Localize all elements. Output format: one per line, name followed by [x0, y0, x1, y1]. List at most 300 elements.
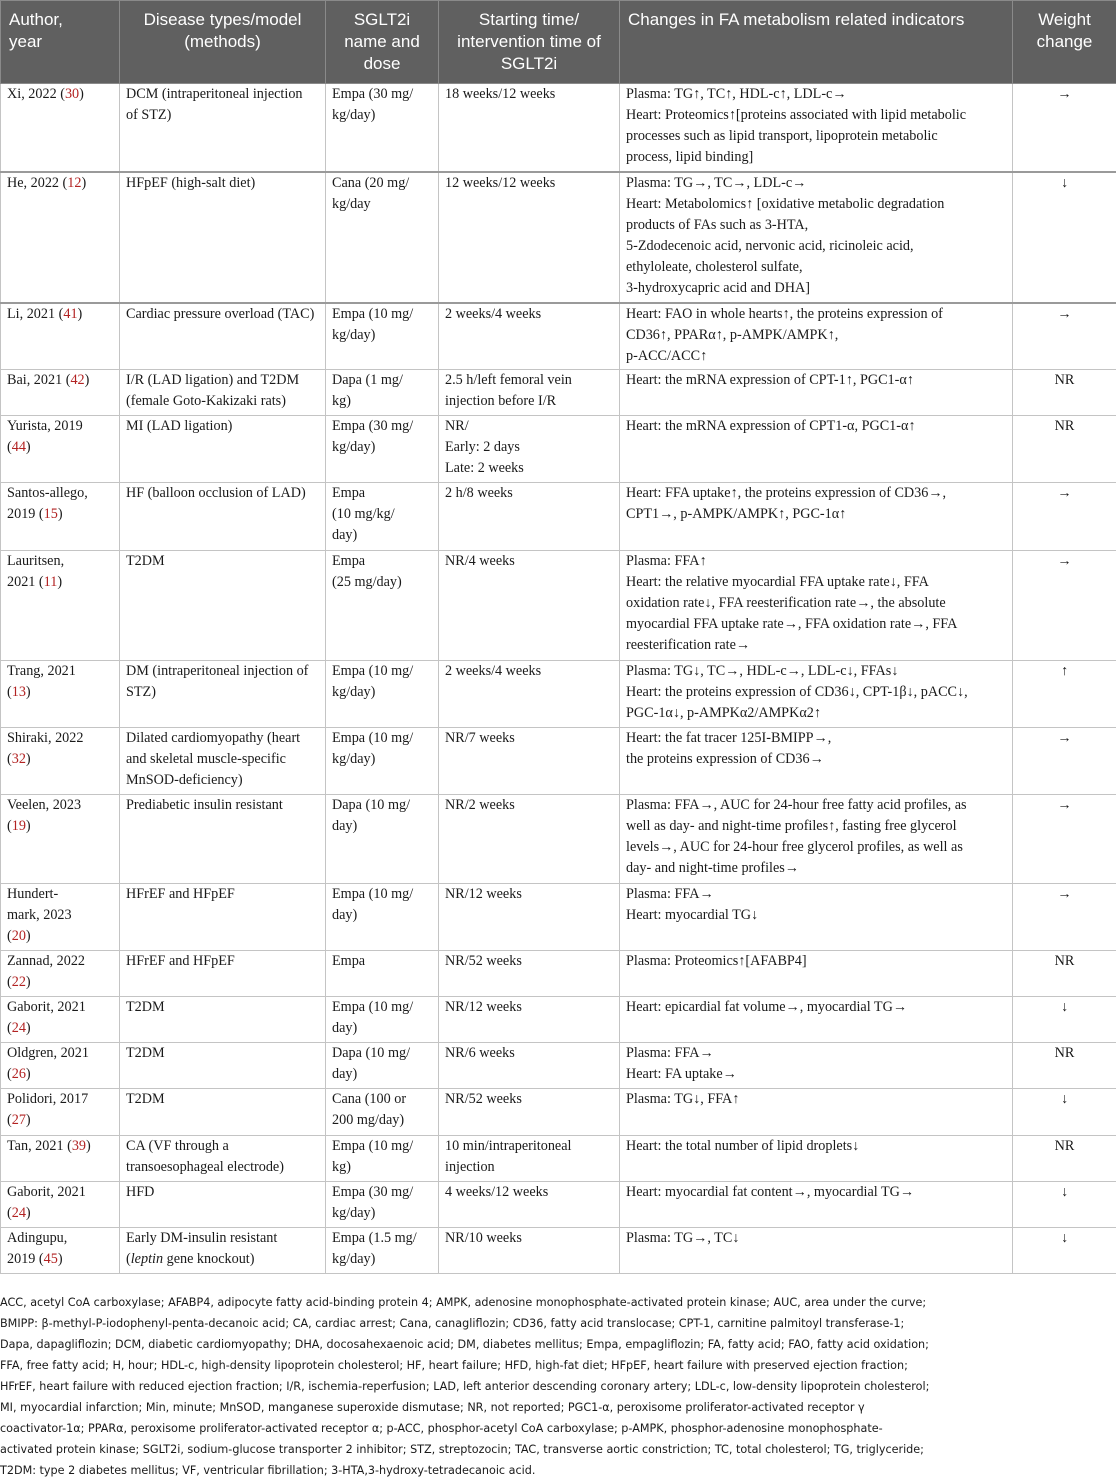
cell-author-year — [1, 172, 120, 303]
changes-line: Heart: the total number of lipid droplets↓ — [626, 1136, 1006, 1157]
cell-disease-model — [120, 483, 326, 551]
table-row — [1, 1089, 1116, 1136]
changes-line: Plasma: TG↑, TC↑, HDL-c↑, LDL-c→ — [626, 84, 1006, 105]
header-disease-model — [120, 1, 326, 84]
cell-fa-changes — [620, 1182, 1013, 1228]
time-line: NR/12 weeks — [445, 884, 613, 905]
author-text: ) — [26, 1020, 31, 1036]
table-row — [1, 416, 1116, 483]
dose-line: Empa (10 mg/ — [332, 1136, 432, 1157]
author-line — [7, 1110, 113, 1131]
reference-link[interactable]: 45 — [44, 1251, 58, 1267]
author-line — [7, 926, 113, 947]
cell-disease-model — [120, 884, 326, 951]
author-line — [7, 572, 113, 593]
reference-link[interactable]: 26 — [12, 1066, 26, 1082]
cell-fa-changes — [620, 795, 1013, 884]
author-text: ) — [26, 439, 31, 455]
changes-line: Heart: myocardial TG↓ — [626, 905, 1006, 926]
author-text: Trang, 2021 — [7, 663, 76, 679]
reference-link[interactable]: 13 — [12, 684, 26, 700]
reference-link[interactable]: 44 — [12, 439, 26, 455]
model-line: CA (VF through a — [126, 1136, 319, 1157]
model-line: Early DM-insulin resistant — [126, 1228, 319, 1249]
time-line: 2 h/8 weeks — [445, 483, 613, 504]
cell-weight-change: NR — [1013, 370, 1116, 416]
dose-line: kg/day) — [332, 1203, 432, 1224]
model-line: (female Goto-Kakizaki rats) — [126, 391, 319, 412]
header-line: intervention time of — [447, 31, 611, 53]
author-line — [7, 749, 113, 770]
dose-line: (10 mg/kg/ — [332, 504, 432, 525]
cell-author-year — [1, 661, 120, 728]
cell-fa-changes — [620, 416, 1013, 483]
changes-line: CPT1→, p-AMPK/AMPK↑, PGC-1α↑ — [626, 504, 1006, 525]
header-line: SGLT2i — [334, 9, 430, 31]
footnote-line: ACC, acetyl CoA carboxylase; AFABP4, adipocyte fatty acid-binding protein 4; AMPK, adenosine monophosphate-activated protein kinase; AUC, area under the curve; — [0, 1292, 1116, 1313]
author-text: ) — [57, 574, 62, 590]
author-line — [7, 997, 113, 1018]
header-line: SGLT2i — [447, 53, 611, 75]
dose-line: Empa — [332, 551, 432, 572]
time-line: NR/6 weeks — [445, 1043, 613, 1064]
changes-line: Plasma: TG↓, TC→, HDL-c→, LDL-c↓, FFAs↓ — [626, 661, 1006, 682]
model-line: DCM (intraperitoneal injection — [126, 84, 319, 105]
reference-link[interactable]: 19 — [12, 818, 26, 834]
dose-line: Empa (10 mg/ — [332, 884, 432, 905]
footnote-line: BMIPP: β-methyl-P-iodophenyl-penta-decanoic acid; CA, cardiac arrest; Cana, canagliflozin; CD36, fatty acid translocase; CPT-1, carnitine palmitoyl transferase-1; — [0, 1313, 1116, 1334]
cell-starting-time — [439, 172, 620, 303]
dose-line: Cana (100 or — [332, 1089, 432, 1110]
author-text: Hundert- — [7, 886, 58, 902]
dose-line: Cana (20 mg/ — [332, 173, 432, 194]
author-text: Veelen, 2023 — [7, 797, 81, 813]
author-line — [7, 682, 113, 703]
changes-line: reesterification rate→ — [626, 635, 1006, 656]
header-line: (methods) — [128, 31, 317, 53]
author-text: ( — [7, 1066, 12, 1082]
cell-author-year — [1, 370, 120, 416]
table-row — [1, 483, 1116, 551]
cell-sglt2i-dose — [326, 951, 439, 997]
author-text: ) — [58, 1251, 63, 1267]
cell-weight-change: → — [1013, 84, 1116, 172]
time-line: NR/4 weeks — [445, 551, 613, 572]
header-line: name and — [334, 31, 430, 53]
model-line: MnSOD-deficiency) — [126, 770, 319, 791]
author-text: ( — [7, 1112, 12, 1128]
model-line: T2DM — [126, 551, 319, 572]
author-line — [7, 1203, 113, 1224]
changes-line: Heart: the fat tracer 125I-BMIPP→, — [626, 728, 1006, 749]
changes-line: Plasma: FFA↑ — [626, 551, 1006, 572]
changes-line: Heart: Metabolomics↑ [oxidative metabolic degradation — [626, 194, 1006, 215]
author-text: ) — [26, 974, 31, 990]
cell-fa-changes — [620, 728, 1013, 795]
reference-link[interactable]: 39 — [72, 1138, 86, 1154]
reference-link[interactable]: 24 — [12, 1205, 26, 1221]
header-line: Author, — [9, 9, 111, 31]
reference-link[interactable]: 42 — [70, 372, 84, 388]
reference-link[interactable]: 20 — [12, 928, 26, 944]
author-text: Gaborit, 2021 — [7, 1184, 86, 1200]
author-text: Li, 2021 ( — [7, 306, 63, 322]
header-author-year — [1, 1, 120, 84]
author-line — [7, 84, 113, 105]
cell-author-year — [1, 1089, 120, 1136]
cell-disease-model — [120, 997, 326, 1043]
cell-fa-changes — [620, 303, 1013, 370]
changes-line: Heart: the relative myocardial FFA uptake rate↓, FFA — [626, 572, 1006, 593]
time-line: NR/52 weeks — [445, 951, 613, 972]
time-line: 18 weeks/12 weeks — [445, 84, 613, 105]
cell-fa-changes — [620, 1043, 1013, 1089]
model-line: of STZ) — [126, 105, 319, 126]
changes-line: Plasma: TG↓, FFA↑ — [626, 1089, 1006, 1110]
model-line: DM (intraperitoneal injection of — [126, 661, 319, 682]
author-text: He, 2022 ( — [7, 175, 67, 191]
cell-sglt2i-dose — [326, 1043, 439, 1089]
reference-link[interactable]: 24 — [12, 1020, 26, 1036]
table-row — [1, 551, 1116, 661]
author-text: ) — [26, 1066, 31, 1082]
model-line: I/R (LAD ligation) and T2DM — [126, 370, 319, 391]
cell-starting-time — [439, 1182, 620, 1228]
author-text: ( — [7, 928, 12, 944]
author-text: 2021 ( — [7, 574, 44, 590]
table-row — [1, 303, 1116, 370]
author-text: ( — [7, 1020, 12, 1036]
dose-line: kg/day) — [332, 749, 432, 770]
dose-line: kg/day) — [332, 1249, 432, 1270]
cell-weight-change: ↓ — [1013, 1089, 1116, 1136]
cell-starting-time — [439, 884, 620, 951]
cell-weight-change: NR — [1013, 1043, 1116, 1089]
header-line: change — [1021, 31, 1108, 53]
changes-line: Plasma: FFA→, AUC for 24-hour free fatty acid profiles, as — [626, 795, 1006, 816]
header-row — [1, 1, 1116, 84]
time-line: injection before I/R — [445, 391, 613, 412]
cell-author-year — [1, 303, 120, 370]
cell-starting-time — [439, 951, 620, 997]
table-row — [1, 997, 1116, 1043]
abbreviations-footnote — [0, 1292, 1116, 1481]
author-text: Tan, 2021 ( — [7, 1138, 72, 1154]
dose-line: Empa (10 mg/ — [332, 661, 432, 682]
changes-line: 3-hydroxycapric acid and DHA] — [626, 278, 1006, 299]
footnote-line: Dapa, dapagliflozin; DCM, diabetic cardiomyopathy; DHA, docosahexaenoic acid; DM, diabetes mellitus; Empa, empagliflozin; FA, fatty acid; FAO, fatty acid oxidation; — [0, 1334, 1116, 1355]
cell-author-year — [1, 1043, 120, 1089]
cell-disease-model — [120, 416, 326, 483]
cell-sglt2i-dose — [326, 483, 439, 551]
cell-disease-model — [120, 1136, 326, 1182]
dose-line: 200 mg/day) — [332, 1110, 432, 1131]
author-line — [7, 661, 113, 682]
author-text: Santos-allego, — [7, 485, 88, 501]
header-line: Starting time/ — [447, 9, 611, 31]
changes-line: Heart: the mRNA expression of CPT-1↑, PGC1-α↑ — [626, 370, 1006, 391]
dose-line: Empa (30 mg/ — [332, 1182, 432, 1203]
author-text: ) — [26, 751, 31, 767]
time-line: 2 weeks/4 weeks — [445, 661, 613, 682]
cell-author-year — [1, 416, 120, 483]
changes-line: Plasma: TG→, TC↓ — [626, 1228, 1006, 1249]
header-line: year — [9, 31, 111, 53]
cell-sglt2i-dose — [326, 551, 439, 661]
author-text: ( — [7, 439, 12, 455]
cell-sglt2i-dose — [326, 795, 439, 884]
author-line — [7, 884, 113, 905]
cell-sglt2i-dose — [326, 172, 439, 303]
author-line — [7, 483, 113, 504]
cell-disease-model — [120, 172, 326, 303]
author-line — [7, 370, 113, 391]
table-body — [1, 84, 1116, 1274]
changes-line: 5-Zdodecenoic acid, nervonic acid, ricinoleic acid, — [626, 236, 1006, 257]
reference-link[interactable]: 27 — [12, 1112, 26, 1128]
footnote-line: FFA, free fatty acid; H, hour; HDL-c, high-density lipoprotein cholesterol; HF, heart failure; HFD, high-fat diet; HFpEF, heart failure with preserved ejection fraction; — [0, 1355, 1116, 1376]
cell-weight-change: → — [1013, 795, 1116, 884]
time-line: NR/ — [445, 416, 613, 437]
cell-fa-changes — [620, 370, 1013, 416]
changes-line: levels→, AUC for 24-hour free glycerol profiles, as well as — [626, 837, 1006, 858]
dose-line: (25 mg/day) — [332, 572, 432, 593]
cell-weight-change: ↑ — [1013, 661, 1116, 728]
changes-line: the proteins expression of CD36→ — [626, 749, 1006, 770]
changes-line: myocardial FFA uptake rate→, FFA oxidation rate→, FFA — [626, 614, 1006, 635]
changes-line: Heart: FA uptake→ — [626, 1064, 1006, 1085]
dose-line: kg/day — [332, 194, 432, 215]
cell-starting-time — [439, 1089, 620, 1136]
cell-starting-time — [439, 551, 620, 661]
time-line: 12 weeks/12 weeks — [445, 173, 613, 194]
cell-author-year — [1, 551, 120, 661]
author-line — [7, 416, 113, 437]
cell-starting-time — [439, 728, 620, 795]
cell-author-year — [1, 84, 120, 172]
header-starting-time — [439, 1, 620, 84]
time-line: NR/2 weeks — [445, 795, 613, 816]
cell-disease-model — [120, 1182, 326, 1228]
cell-starting-time — [439, 84, 620, 172]
dose-line: day) — [332, 905, 432, 926]
dose-line: kg) — [332, 1157, 432, 1178]
author-text: 2019 ( — [7, 1251, 44, 1267]
cell-weight-change: → — [1013, 551, 1116, 661]
model-line: T2DM — [126, 997, 319, 1018]
cell-starting-time — [439, 661, 620, 728]
author-text: ) — [26, 818, 31, 834]
author-text: Xi, 2022 ( — [7, 86, 65, 102]
dose-line: Dapa (10 mg/ — [332, 1043, 432, 1064]
author-line — [7, 1136, 113, 1157]
model-line: Cardiac pressure overload (TAC) — [126, 304, 319, 325]
model-line: T2DM — [126, 1089, 319, 1110]
author-line — [7, 728, 113, 749]
cell-starting-time — [439, 416, 620, 483]
cell-author-year — [1, 951, 120, 997]
dose-line: Dapa (1 mg/ — [332, 370, 432, 391]
author-line — [7, 1249, 113, 1270]
footnote-line: HFrEF, heart failure with reduced ejection fraction; I/R, ischemia-reperfusion; LAD, left anterior descending coronary artery; LDL-c, low-density lipoprotein cholesterol; — [0, 1376, 1116, 1397]
changes-line: p-ACC/ACC↑ — [626, 346, 1006, 367]
cell-starting-time — [439, 1228, 620, 1274]
cell-sglt2i-dose — [326, 1136, 439, 1182]
author-text: Lauritsen, — [7, 553, 64, 569]
cell-sglt2i-dose — [326, 84, 439, 172]
model-line: Dilated cardiomyopathy (heart — [126, 728, 319, 749]
footnote-line: coactivator-1α; PPARα, peroxisome proliferator-activated receptor α; p-ACC, phosphor-acetyl CoA carboxylase; p-AMPK, phosphor-adenosine monophosphate- — [0, 1418, 1116, 1439]
footnote-line: T2DM: type 2 diabetes mellitus; VF, ventricular fibrillation; 3-HTA,3-hydroxy-tetradecanoic acid. — [0, 1460, 1116, 1481]
changes-line: Heart: epicardial fat volume→, myocardial TG→ — [626, 997, 1006, 1018]
header-line: Changes in FA metabolism related indicators — [628, 9, 1004, 31]
cell-sglt2i-dose — [326, 1182, 439, 1228]
cell-author-year — [1, 1228, 120, 1274]
table-row — [1, 795, 1116, 884]
cell-fa-changes — [620, 884, 1013, 951]
author-line — [7, 551, 113, 572]
model-line: HF (balloon occlusion of LAD) — [126, 483, 319, 504]
author-text: Zannad, 2022 — [7, 953, 85, 969]
cell-author-year — [1, 728, 120, 795]
cell-disease-model — [120, 951, 326, 997]
table-row — [1, 884, 1116, 951]
author-text: ) — [26, 684, 31, 700]
footnote-line: activated protein kinase; SGLT2i, sodium-glucose transporter 2 inhibitor; STZ, streptozocin; TAC, transverse aortic constriction; TC, total cholesterol; TG, triglyceride; — [0, 1439, 1116, 1460]
author-text: mark, 2023 — [7, 907, 72, 923]
author-text: ) — [26, 928, 31, 944]
header-fa-changes — [620, 1, 1013, 84]
table-row — [1, 1182, 1116, 1228]
reference-link[interactable]: 15 — [44, 506, 58, 522]
author-line — [7, 972, 113, 993]
dose-line: Empa (1.5 mg/ — [332, 1228, 432, 1249]
time-line: injection — [445, 1157, 613, 1178]
cell-starting-time — [439, 483, 620, 551]
cell-starting-time — [439, 997, 620, 1043]
changes-line: Heart: FAO in whole hearts↑, the proteins expression of — [626, 304, 1006, 325]
cell-fa-changes — [620, 172, 1013, 303]
cell-fa-changes — [620, 84, 1013, 172]
cell-fa-changes — [620, 1228, 1013, 1274]
changes-line: Heart: FFA uptake↑, the proteins expression of CD36→, — [626, 483, 1006, 504]
author-line — [7, 304, 113, 325]
time-line: NR/52 weeks — [445, 1089, 613, 1110]
changes-line: PGC-1α↓, p-AMPKα2/AMPKα2↑ — [626, 703, 1006, 724]
changes-line: Heart: the mRNA expression of CPT1-α, PGC1-α↑ — [626, 416, 1006, 437]
author-text: ( — [7, 684, 12, 700]
model-line: MI (LAD ligation) — [126, 416, 319, 437]
author-text: ) — [81, 175, 86, 191]
changes-line: Plasma: TG→, TC→, LDL-c→ — [626, 173, 1006, 194]
cell-disease-model — [120, 795, 326, 884]
table-row — [1, 728, 1116, 795]
author-line — [7, 905, 113, 926]
author-text: ) — [26, 1112, 31, 1128]
changes-line: Heart: myocardial fat content→, myocardial TG→ — [626, 1182, 1006, 1203]
cell-weight-change: ↓ — [1013, 1182, 1116, 1228]
reference-link[interactable]: 22 — [12, 974, 26, 990]
cell-author-year — [1, 795, 120, 884]
changes-line: Plasma: FFA→ — [626, 884, 1006, 905]
cell-disease-model — [120, 1089, 326, 1136]
table-row — [1, 1136, 1116, 1182]
author-text: 2019 ( — [7, 506, 44, 522]
author-text: Oldgren, 2021 — [7, 1045, 89, 1061]
cell-sglt2i-dose — [326, 1089, 439, 1136]
dose-line: Empa (30 mg/ — [332, 84, 432, 105]
cell-disease-model — [120, 728, 326, 795]
model-line: HFrEF and HFpEF — [126, 884, 319, 905]
cell-fa-changes — [620, 1136, 1013, 1182]
cell-weight-change: NR — [1013, 1136, 1116, 1182]
author-line — [7, 437, 113, 458]
author-line — [7, 1064, 113, 1085]
header-line: Disease types/model — [128, 9, 317, 31]
changes-line: Plasma: Proteomics↑[AFABP4] — [626, 951, 1006, 972]
cell-disease-model — [120, 84, 326, 172]
cell-disease-model — [120, 1043, 326, 1089]
author-text: ( — [7, 751, 12, 767]
reference-link[interactable]: 12 — [67, 175, 81, 191]
reference-link[interactable]: 11 — [44, 574, 58, 590]
dose-line: day) — [332, 1018, 432, 1039]
reference-link[interactable]: 41 — [63, 306, 77, 322]
dose-line: kg/day) — [332, 325, 432, 346]
model-line: and skeletal muscle-specific — [126, 749, 319, 770]
dose-line: Empa (10 mg/ — [332, 997, 432, 1018]
author-text: ) — [58, 506, 63, 522]
author-text: ( — [7, 974, 12, 990]
cell-sglt2i-dose — [326, 728, 439, 795]
table-row — [1, 370, 1116, 416]
author-text: ( — [7, 1205, 12, 1221]
cell-weight-change: NR — [1013, 951, 1116, 997]
dose-line: kg) — [332, 391, 432, 412]
cell-fa-changes — [620, 951, 1013, 997]
model-line: HFrEF and HFpEF — [126, 951, 319, 972]
cell-sglt2i-dose — [326, 884, 439, 951]
author-line — [7, 173, 113, 194]
cell-fa-changes — [620, 661, 1013, 728]
time-line: 2.5 h/left femoral vein — [445, 370, 613, 391]
cell-disease-model — [120, 661, 326, 728]
author-text: Adingupu, — [7, 1230, 67, 1246]
cell-weight-change: → — [1013, 303, 1116, 370]
cell-sglt2i-dose — [326, 1228, 439, 1274]
dose-line: day) — [332, 816, 432, 837]
time-line: 2 weeks/4 weeks — [445, 304, 613, 325]
author-line — [7, 1089, 113, 1110]
author-text: Bai, 2021 ( — [7, 372, 70, 388]
changes-line: ethyloleate, cholesterol sulfate, — [626, 257, 1006, 278]
cell-disease-model — [120, 370, 326, 416]
cell-sglt2i-dose — [326, 416, 439, 483]
cell-fa-changes — [620, 483, 1013, 551]
cell-author-year — [1, 1182, 120, 1228]
time-line: 10 min/intraperitoneal — [445, 1136, 613, 1157]
author-text: Gaborit, 2021 — [7, 999, 86, 1015]
author-line — [7, 951, 113, 972]
dose-line: Empa — [332, 483, 432, 504]
reference-link[interactable]: 30 — [65, 86, 79, 102]
header-sglt2i-dose — [326, 1, 439, 84]
table-row — [1, 172, 1116, 303]
cell-weight-change: ↓ — [1013, 997, 1116, 1043]
reference-link[interactable]: 32 — [12, 751, 26, 767]
changes-line: well as day- and night-time profiles↑, fasting free glycerol — [626, 816, 1006, 837]
table-row — [1, 1043, 1116, 1089]
